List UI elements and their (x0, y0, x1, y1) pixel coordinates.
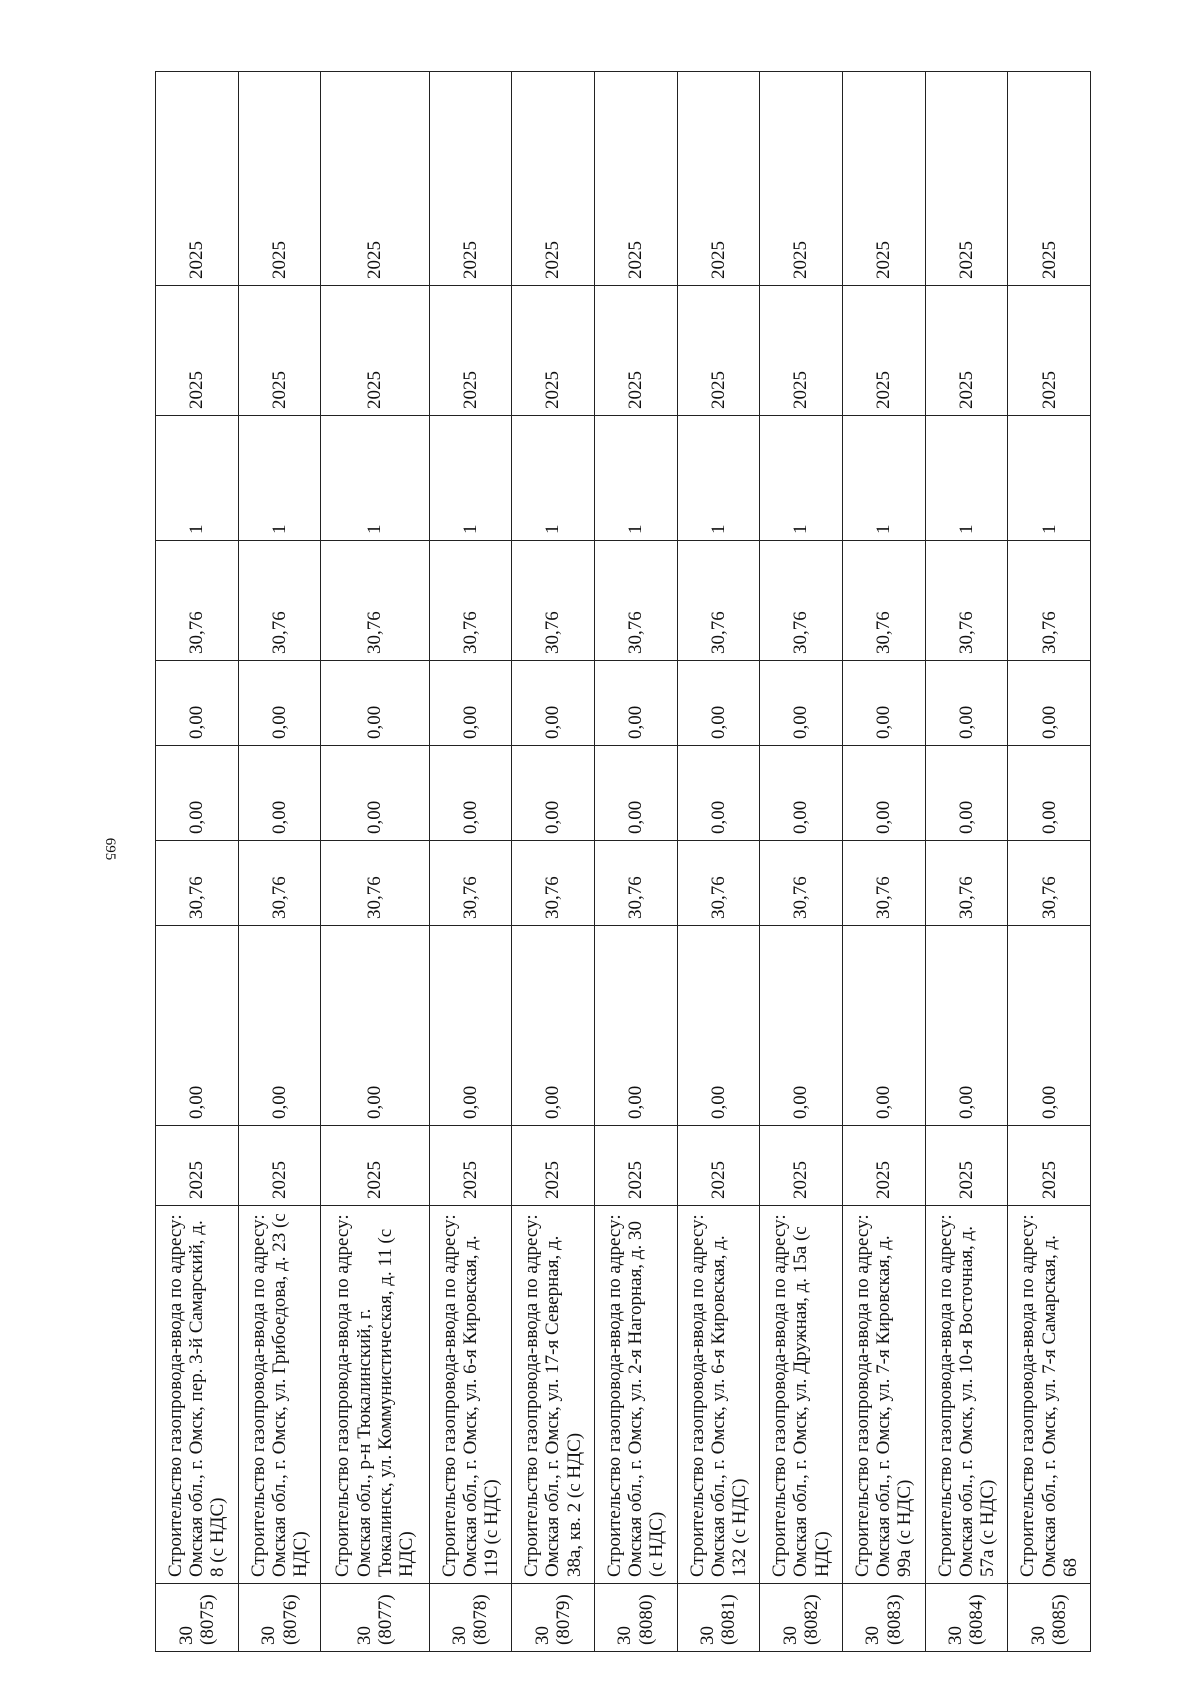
row-value-4: 0,00 (156, 661, 239, 746)
row-value-2: 30,76 (512, 841, 595, 926)
row-value-5: 30,76 (594, 541, 677, 661)
row-value-2: 30,76 (760, 841, 843, 926)
row-code: 30 (8083) (842, 1584, 925, 1652)
row-value-3: 0,00 (842, 746, 925, 841)
table-row (512, 72, 595, 1652)
row-value-3: 0,00 (238, 746, 321, 841)
row-quantity: 1 (512, 416, 595, 541)
row-value-4: 0,00 (760, 661, 843, 746)
row-year-a: 2025 (842, 286, 925, 416)
row-year-b: 2025 (321, 72, 429, 286)
row-value-2: 30,76 (594, 841, 677, 926)
row-value-5: 30,76 (512, 541, 595, 661)
row-value-5: 30,76 (677, 541, 760, 661)
row-code: 30 (8085) (1008, 1584, 1091, 1652)
row-value-1: 0,00 (321, 926, 429, 1126)
row-code: 30 (8075) (156, 1584, 239, 1652)
row-year-b: 2025 (842, 72, 925, 286)
row-code: 30 (8077) (321, 1584, 429, 1652)
row-value-2: 30,76 (156, 841, 239, 926)
row-year-a: 2025 (512, 286, 595, 416)
row-year-a: 2025 (238, 286, 321, 416)
row-year-a: 2025 (1008, 286, 1091, 416)
row-value-4: 0,00 (321, 661, 429, 746)
row-value-1: 0,00 (512, 926, 595, 1126)
row-value-4: 0,00 (925, 661, 1008, 746)
row-year-start: 2025 (1008, 1126, 1091, 1206)
table-row (594, 72, 677, 1652)
row-value-4: 0,00 (594, 661, 677, 746)
row-value-3: 0,00 (677, 746, 760, 841)
table-row (321, 72, 429, 1652)
rotated-table-container (155, 72, 1091, 1652)
page-number: 695 (102, 837, 118, 861)
row-value-5: 30,76 (760, 541, 843, 661)
row-year-b: 2025 (677, 72, 760, 286)
row-name: Строительство газопровода-ввода по адресу: Омская обл., г. Омск, ул. 6-я Кировская, д. 119 (с НДС) (429, 1206, 512, 1584)
row-value-1: 0,00 (1008, 926, 1091, 1126)
row-year-start: 2025 (238, 1126, 321, 1206)
investment-table (155, 71, 1091, 1652)
row-year-a: 2025 (594, 286, 677, 416)
row-value-3: 0,00 (429, 746, 512, 841)
table-row (156, 72, 239, 1652)
row-name: Строительство газопровода-ввода по адресу: Омская обл., г. Омск, ул. Грибоедова, д. 23 (с НДС) (238, 1206, 321, 1584)
row-value-2: 30,76 (1008, 841, 1091, 926)
row-value-5: 30,76 (429, 541, 512, 661)
row-value-3: 0,00 (594, 746, 677, 841)
row-quantity: 1 (1008, 416, 1091, 541)
row-year-start: 2025 (321, 1126, 429, 1206)
row-year-a: 2025 (156, 286, 239, 416)
row-code: 30 (8081) (677, 1584, 760, 1652)
row-name: Строительство газопровода-ввода по адресу: Омская обл., г. Омск, ул. Дружная, д. 15а (с НДС) (760, 1206, 843, 1584)
row-value-1: 0,00 (594, 926, 677, 1126)
table-row (238, 72, 321, 1652)
row-quantity: 1 (238, 416, 321, 541)
row-year-b: 2025 (594, 72, 677, 286)
row-code: 30 (8076) (238, 1584, 321, 1652)
row-value-2: 30,76 (238, 841, 321, 926)
row-year-b: 2025 (512, 72, 595, 286)
row-value-5: 30,76 (238, 541, 321, 661)
row-value-5: 30,76 (321, 541, 429, 661)
row-quantity: 1 (594, 416, 677, 541)
row-name: Строительство газопровода-ввода по адресу: Омская обл., г. Омск, ул. 6-я Кировская, д. 132 (с НДС) (677, 1206, 760, 1584)
row-name: Строительство газопровода-ввода по адресу: Омская обл., г. Омск, ул. 17-я Северная, д. 38а, кв. 2 (с НДС) (512, 1206, 595, 1584)
row-code: 30 (8082) (760, 1584, 843, 1652)
row-value-2: 30,76 (842, 841, 925, 926)
row-value-4: 0,00 (512, 661, 595, 746)
row-value-3: 0,00 (760, 746, 843, 841)
row-year-start: 2025 (842, 1126, 925, 1206)
row-value-1: 0,00 (842, 926, 925, 1126)
table-row (842, 72, 925, 1652)
row-value-3: 0,00 (1008, 746, 1091, 841)
row-value-3: 0,00 (156, 746, 239, 841)
row-code: 30 (8080) (594, 1584, 677, 1652)
row-year-start: 2025 (594, 1126, 677, 1206)
row-name: Строительство газопровода-ввода по адресу: Омская обл., г. Омск, пер. 3-й Самарский, д. 8 (с НДС) (156, 1206, 239, 1584)
row-year-start: 2025 (429, 1126, 512, 1206)
row-year-start: 2025 (512, 1126, 595, 1206)
row-quantity: 1 (429, 416, 512, 541)
row-year-b: 2025 (760, 72, 843, 286)
row-year-b: 2025 (238, 72, 321, 286)
row-value-5: 30,76 (156, 541, 239, 661)
row-year-start: 2025 (760, 1126, 843, 1206)
row-code: 30 (8078) (429, 1584, 512, 1652)
row-year-a: 2025 (760, 286, 843, 416)
row-value-2: 30,76 (321, 841, 429, 926)
row-name: Строительство газопровода-ввода по адресу: Омская обл., г. Омск, ул. 2-я Нагорная, д. 30 (с НДС) (594, 1206, 677, 1584)
row-quantity: 1 (677, 416, 760, 541)
row-value-4: 0,00 (1008, 661, 1091, 746)
row-value-2: 30,76 (429, 841, 512, 926)
row-year-a: 2025 (677, 286, 760, 416)
row-value-4: 0,00 (429, 661, 512, 746)
row-year-start: 2025 (156, 1126, 239, 1206)
table-body (156, 72, 1091, 1652)
row-value-1: 0,00 (925, 926, 1008, 1126)
row-code: 30 (8079) (512, 1584, 595, 1652)
row-name: Строительство газопровода-ввода по адресу: Омская обл., г. Омск, ул. 7-я Самарская, д. 68 (1008, 1206, 1091, 1584)
row-value-5: 30,76 (925, 541, 1008, 661)
row-year-a: 2025 (429, 286, 512, 416)
row-value-1: 0,00 (429, 926, 512, 1126)
row-year-b: 2025 (156, 72, 239, 286)
row-code: 30 (8084) (925, 1584, 1008, 1652)
table-row (429, 72, 512, 1652)
row-value-3: 0,00 (512, 746, 595, 841)
row-year-a: 2025 (321, 286, 429, 416)
table-row (760, 72, 843, 1652)
row-year-b: 2025 (429, 72, 512, 286)
row-value-4: 0,00 (842, 661, 925, 746)
row-value-1: 0,00 (156, 926, 239, 1126)
row-value-4: 0,00 (677, 661, 760, 746)
row-value-1: 0,00 (760, 926, 843, 1126)
row-value-1: 0,00 (238, 926, 321, 1126)
row-quantity: 1 (321, 416, 429, 541)
row-value-3: 0,00 (925, 746, 1008, 841)
row-quantity: 1 (925, 416, 1008, 541)
row-year-b: 2025 (1008, 72, 1091, 286)
row-year-start: 2025 (677, 1126, 760, 1206)
table-row (925, 72, 1008, 1652)
row-year-b: 2025 (925, 72, 1008, 286)
row-value-5: 30,76 (842, 541, 925, 661)
row-quantity: 1 (156, 416, 239, 541)
row-value-2: 30,76 (677, 841, 760, 926)
row-value-1: 0,00 (677, 926, 760, 1126)
row-value-4: 0,00 (238, 661, 321, 746)
row-year-a: 2025 (925, 286, 1008, 416)
row-quantity: 1 (760, 416, 843, 541)
row-quantity: 1 (842, 416, 925, 541)
row-value-3: 0,00 (321, 746, 429, 841)
row-name: Строительство газопровода-ввода по адресу: Омская обл., г. Омск, ул. 10-я Восточная, д. 57а (с НДС) (925, 1206, 1008, 1584)
row-year-start: 2025 (925, 1126, 1008, 1206)
row-name: Строительство газопровода-ввода по адресу: Омская обл., р-н Тюкалинский, г. Тюкалинск, ул. Коммунистическая, д. 11 (с НДС) (321, 1206, 429, 1584)
row-value-2: 30,76 (925, 841, 1008, 926)
row-value-5: 30,76 (1008, 541, 1091, 661)
table-row (677, 72, 760, 1652)
table-row (1008, 72, 1091, 1652)
row-name: Строительство газопровода-ввода по адресу: Омская обл., г. Омск, ул. 7-я Кировская, д. 99а (с НДС) (842, 1206, 925, 1584)
